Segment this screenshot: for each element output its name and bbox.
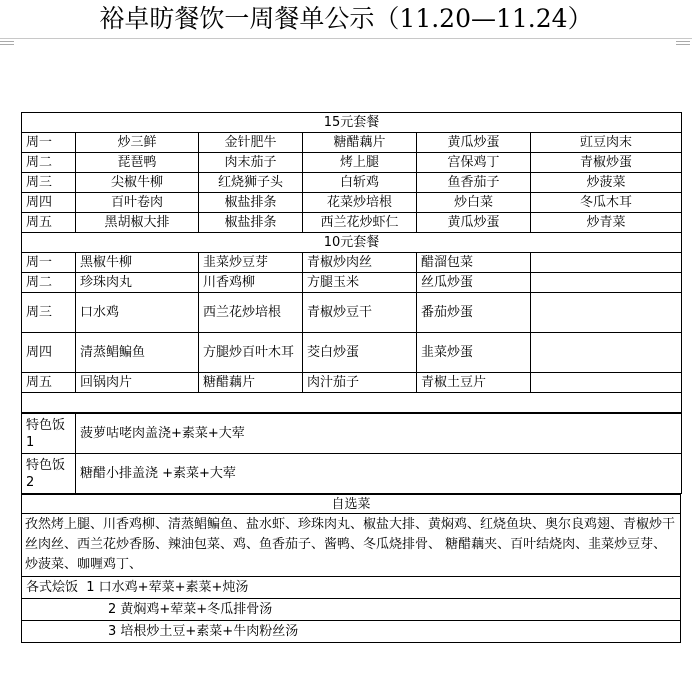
special-label: 特色饭 1 — [22, 414, 76, 454]
dish-cell — [531, 253, 682, 273]
special-dish: 菠萝咕咾肉盖浇+素菜+大荤 — [76, 414, 682, 454]
dish-cell: 青椒炒蛋 — [531, 153, 682, 173]
table-row — [22, 253, 682, 273]
dish-cell: 鱼香茄子 — [417, 173, 531, 193]
table-row — [22, 373, 682, 393]
dish-cell: 肉汁茄子 — [303, 373, 417, 393]
dish-cell: 口水鸡 — [76, 293, 199, 333]
dish-cell: 珍珠肉丸 — [76, 273, 199, 293]
dish-cell: 西兰花炒虾仁 — [303, 213, 417, 233]
dish-cell: 黑胡椒大排 — [76, 213, 199, 233]
empty-cell — [22, 393, 682, 413]
day-cell: 周三 — [22, 173, 76, 193]
dish-cell: 糖醋藕片 — [199, 373, 303, 393]
day-cell: 周五 — [22, 213, 76, 233]
dish-cell — [531, 273, 682, 293]
dish-cell: 尖椒牛柳 — [76, 173, 199, 193]
menu-10-header: 10元套餐 — [22, 233, 682, 253]
dish-cell: 金针肥牛 — [199, 133, 303, 153]
dish-cell: 韭菜炒蛋 — [417, 333, 531, 373]
dish-cell: 宫保鸡丁 — [417, 153, 531, 173]
dish-cell: 方腿玉米 — [303, 273, 417, 293]
dish-cell: 川香鸡柳 — [199, 273, 303, 293]
dish-cell: 青椒炒豆干 — [303, 293, 417, 333]
dish-cell: 烤上腿 — [303, 153, 417, 173]
dish-cell: 花菜炒培根 — [303, 193, 417, 213]
table-row — [22, 273, 682, 293]
rice-set-item: 3 培根炒土豆+素菜+牛肉粉丝汤 — [108, 624, 299, 639]
table-row — [22, 173, 682, 193]
dish-cell: 炒菠菜 — [531, 173, 682, 193]
ruler-marker — [676, 44, 690, 45]
rice-set-1 — [22, 577, 681, 599]
dish-cell: 肉末茄子 — [199, 153, 303, 173]
ruler-marker — [676, 41, 690, 42]
day-cell: 周五 — [22, 373, 76, 393]
table-row — [22, 193, 682, 213]
dish-cell: 椒盐排条 — [199, 213, 303, 233]
rice-set-label: 各式烩饭 — [26, 580, 79, 595]
free-choice-table — [21, 494, 681, 643]
dish-cell: 醋溜包菜 — [417, 253, 531, 273]
day-cell: 周四 — [22, 193, 76, 213]
rice-set-item: 2 黄焖鸡+荤菜+冬瓜排骨汤 — [108, 602, 273, 617]
document-ruler — [0, 38, 692, 49]
dish-cell: 黑椒牛柳 — [76, 253, 199, 273]
table-row — [22, 414, 682, 454]
menu-10-table — [21, 233, 682, 413]
dish-cell: 炒三鲜 — [76, 133, 199, 153]
dish-cell: 黄瓜炒蛋 — [417, 213, 531, 233]
dish-cell: 百叶卷肉 — [76, 193, 199, 213]
specials-table — [21, 413, 682, 494]
dish-cell: 黄瓜炒蛋 — [417, 133, 531, 153]
day-cell: 周一 — [22, 133, 76, 153]
table-row — [22, 213, 682, 233]
table-row — [22, 293, 682, 333]
day-cell: 周二 — [22, 153, 76, 173]
free-choice-header: 自选菜 — [22, 495, 681, 514]
dish-cell: 豇豆肉末 — [531, 133, 682, 153]
page-title: 裕卓昉餐饮一周餐单公示（11.20—11.24） — [99, 4, 593, 33]
menu-15-header: 15元套餐 — [22, 113, 682, 133]
dish-cell: 清蒸鲳鳊鱼 — [76, 333, 199, 373]
day-cell: 周四 — [22, 333, 76, 373]
day-cell: 周一 — [22, 253, 76, 273]
table-row — [22, 333, 682, 373]
menu-document — [21, 112, 681, 643]
rice-set-item: 1 口水鸡+荤菜+素菜+炖汤 — [86, 580, 249, 595]
dish-cell: 番茄炒蛋 — [417, 293, 531, 333]
ruler-marker — [0, 44, 14, 45]
dish-cell: 丝瓜炒蛋 — [417, 273, 531, 293]
dish-cell: 椒盐排条 — [199, 193, 303, 213]
day-cell: 周二 — [22, 273, 76, 293]
table-row — [22, 454, 682, 494]
dish-cell: 糖醋藕片 — [303, 133, 417, 153]
menu-15-table — [21, 112, 682, 233]
dish-cell: 青椒炒肉丝 — [303, 253, 417, 273]
special-label: 特色饭 2 — [22, 454, 76, 494]
dish-cell: 青椒土豆片 — [417, 373, 531, 393]
dish-cell: 冬瓜木耳 — [531, 193, 682, 213]
dish-cell: 回锅肉片 — [76, 373, 199, 393]
dish-cell: 炒白菜 — [417, 193, 531, 213]
dish-cell: 红烧狮子头 — [199, 173, 303, 193]
dish-cell: 西兰花炒培根 — [199, 293, 303, 333]
dish-cell: 琵琶鸭 — [76, 153, 199, 173]
day-cell: 周三 — [22, 293, 76, 333]
rice-set-2 — [22, 599, 681, 621]
dish-cell: 茭白炒蛋 — [303, 333, 417, 373]
rice-set-3 — [22, 621, 681, 643]
dish-cell — [531, 373, 682, 393]
dish-cell — [531, 333, 682, 373]
special-dish: 糖醋小排盖浇 +素菜+大荤 — [76, 454, 682, 494]
dish-cell: 方腿炒百叶木耳 — [199, 333, 303, 373]
ruler-marker — [0, 41, 14, 42]
dish-cell: 白斩鸡 — [303, 173, 417, 193]
free-choice-dishes: 孜然烤上腿、川香鸡柳、清蒸鲳鳊鱼、盐水虾、珍珠肉丸、椒盐大排、黄焖鸡、红烧鱼块、奥尔良鸡翅、青椒炒干丝肉丝、西兰花炒香肠、辣油包菜、鸡、鱼香茄子、酱鸭、冬瓜烧排骨、 糖醋藕夹、百叶结烧肉、韭菜炒豆芽、炒菠菜、咖喱鸡丁、 — [22, 514, 681, 577]
table-row — [22, 133, 682, 153]
dish-cell: 炒青菜 — [531, 213, 682, 233]
table-row — [22, 153, 682, 173]
spacer-row — [22, 393, 682, 413]
dish-cell: 韭菜炒豆芽 — [199, 253, 303, 273]
dish-cell — [531, 293, 682, 333]
